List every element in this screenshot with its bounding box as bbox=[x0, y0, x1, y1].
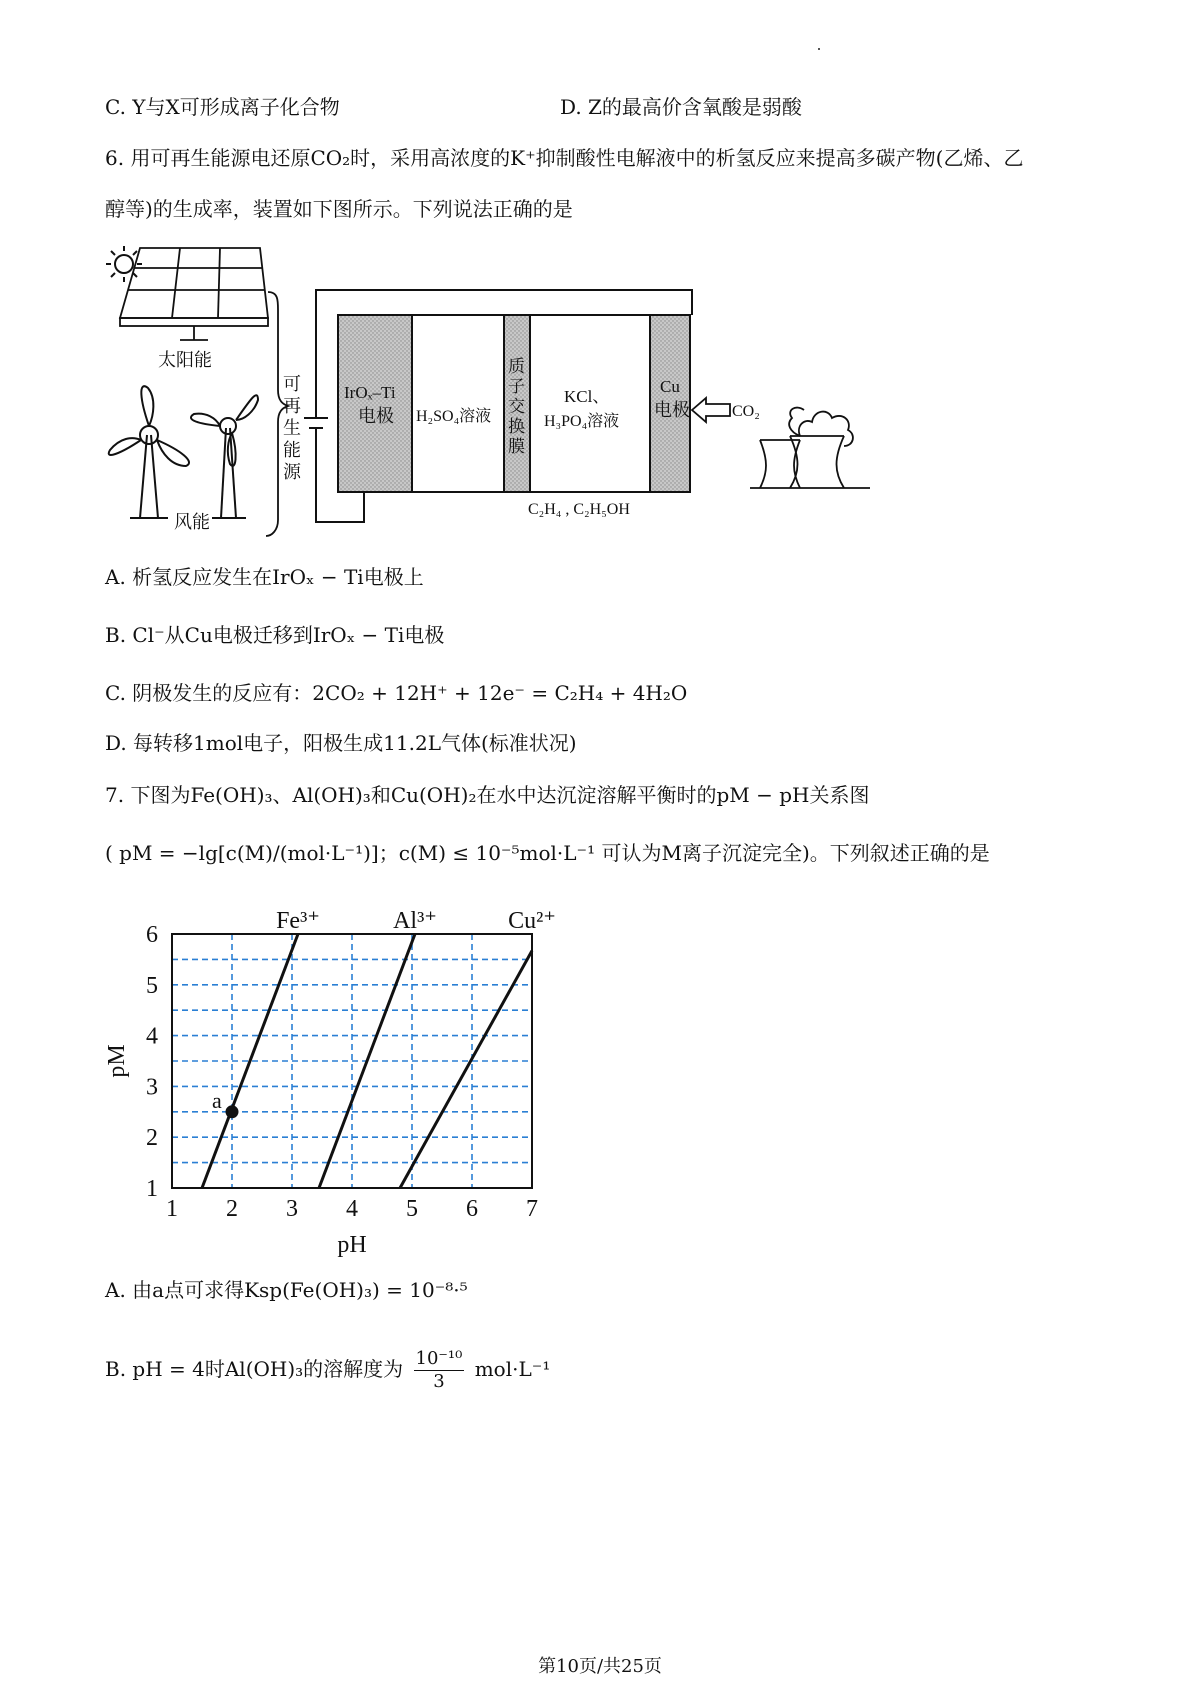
q7-stem-line1: 7. 下图为Fe(OH)₃、Al(OH)₃和Cu(OH)₂在水中达沉淀溶解平衡时的pM − pH关系图 bbox=[105, 783, 870, 807]
cathode-label-2: 电极 bbox=[654, 400, 690, 420]
chart-grid bbox=[172, 934, 532, 1188]
membrane-char-3: 交 bbox=[508, 397, 525, 416]
anode-label-1: IrOₓ–Ti bbox=[344, 383, 396, 402]
membrane-char-1: 质 bbox=[508, 357, 525, 376]
y-tick-label: 1 bbox=[146, 1176, 158, 1202]
q6-option-b: B. Cl⁻从Cu电极迁移到IrOₓ − Ti电极 bbox=[105, 623, 445, 647]
solar-panel-icon bbox=[120, 248, 268, 340]
x-tick-label: 4 bbox=[346, 1196, 358, 1222]
y-tick-label: 4 bbox=[146, 1023, 158, 1050]
q7-option-b-text: B. pH = 4时Al(OH)₃的溶解度为 bbox=[105, 1357, 404, 1381]
point-marker bbox=[226, 1105, 239, 1118]
y-tick-label: 5 bbox=[146, 972, 158, 999]
series-label: Al³⁺ bbox=[393, 908, 437, 934]
membrane-char-5: 膜 bbox=[508, 437, 525, 456]
q7-option-b-denominator: 3 bbox=[433, 1371, 445, 1392]
q7-option-b-fraction bbox=[414, 1348, 465, 1393]
electrolysis-diagram bbox=[100, 240, 880, 540]
catholyte-label-1: KCl、 bbox=[564, 387, 610, 406]
membrane-char-4: 换 bbox=[508, 417, 525, 436]
source-char-2: 再 bbox=[283, 396, 301, 416]
q7-option-b-unit: mol·L⁻¹ bbox=[474, 1357, 551, 1381]
q6-stem-line1: 6. 用可再生能源电还原CO₂时，采用高浓度的K⁺抑制酸性电解液中的析氢反应来提高多碳产物(乙烯、乙 bbox=[105, 146, 1024, 170]
page-speck bbox=[818, 48, 820, 50]
series-label: Cu²⁺ bbox=[508, 908, 556, 934]
q7-option-a: A. 由a点可求得Ksp(Fe(OH)₃) = 10⁻⁸·⁵ bbox=[105, 1278, 468, 1302]
anode-electrode bbox=[338, 315, 412, 492]
x-tick-label: 2 bbox=[226, 1196, 238, 1222]
x-tick-label: 7 bbox=[526, 1196, 538, 1222]
sun-icon bbox=[106, 246, 142, 282]
cooling-tower-icon bbox=[750, 408, 870, 488]
x-tick-label: 6 bbox=[466, 1196, 478, 1222]
anolyte-label: H₂SO₄溶液 bbox=[416, 408, 492, 425]
point-label: a bbox=[212, 1087, 222, 1113]
series-line bbox=[400, 951, 532, 1188]
co2-inflow-arrow-icon bbox=[692, 398, 730, 422]
q6-stem-line2: 醇等)的生成率，装置如下图所示。下列说法正确的是 bbox=[105, 197, 573, 221]
y-tick-label: 2 bbox=[146, 1125, 158, 1152]
wind-turbine-icon bbox=[109, 386, 189, 518]
solar-label: 太阳能 bbox=[158, 350, 212, 370]
q6-option-a: A. 析氢反应发生在IrOₓ − Ti电极上 bbox=[105, 565, 424, 589]
x-tick-label: 1 bbox=[166, 1196, 178, 1222]
q7-option-b bbox=[105, 1348, 550, 1393]
anode-label-2: 电极 bbox=[358, 406, 394, 426]
q5-option-d: D. Z的最高价含氧酸是弱酸 bbox=[560, 95, 802, 119]
source-char-1: 可 bbox=[283, 374, 301, 394]
x-tick-label: 5 bbox=[406, 1196, 418, 1222]
q6-option-d: D. 每转移1mol电子，阳极生成11.2L气体(标准状况) bbox=[105, 731, 577, 755]
chart-series bbox=[202, 908, 556, 1188]
x-tick-label: 3 bbox=[286, 1196, 298, 1222]
q7-option-b-numerator: 10⁻¹⁰ bbox=[415, 1348, 463, 1369]
products-label: C₂H₄ , C₂H₅OH bbox=[528, 501, 630, 518]
series-label: Fe³⁺ bbox=[276, 908, 320, 934]
q6-option-c: C. 阴极发生的反应有：2CO₂ + 12H⁺ + 12e⁻ = C₂H₄ + 4H₂O bbox=[105, 681, 688, 705]
catholyte-label-2: H₃PO₄溶液 bbox=[544, 413, 620, 430]
q7-stem-line2: ( pM = −lg[c(M)/(mol·L⁻¹)]；c(M) ≤ 10⁻⁵mol·L⁻¹ 可认为M离子沉淀完全)。下列叙述正确的是 bbox=[105, 841, 990, 865]
source-char-5: 源 bbox=[283, 462, 301, 482]
pm-ph-chart bbox=[100, 890, 620, 1270]
x-axis-label: pH bbox=[337, 1232, 367, 1258]
y-tick-label: 6 bbox=[146, 922, 158, 948]
y-axis-label: pM bbox=[104, 1044, 130, 1078]
q5-option-c: C. Y与X可形成离子化合物 bbox=[105, 95, 340, 119]
source-char-4: 能 bbox=[283, 440, 301, 460]
wind-label: 风能 bbox=[174, 512, 210, 532]
membrane-char-2: 子 bbox=[508, 377, 525, 396]
co2-label: CO₂ bbox=[732, 403, 760, 420]
wind-turbine-small-icon bbox=[191, 395, 258, 518]
source-char-3: 生 bbox=[283, 418, 301, 438]
y-tick-label: 3 bbox=[146, 1074, 158, 1101]
page-footer: 第10页/共25页 bbox=[538, 1656, 662, 1677]
cathode-label-1: Cu bbox=[660, 377, 680, 396]
